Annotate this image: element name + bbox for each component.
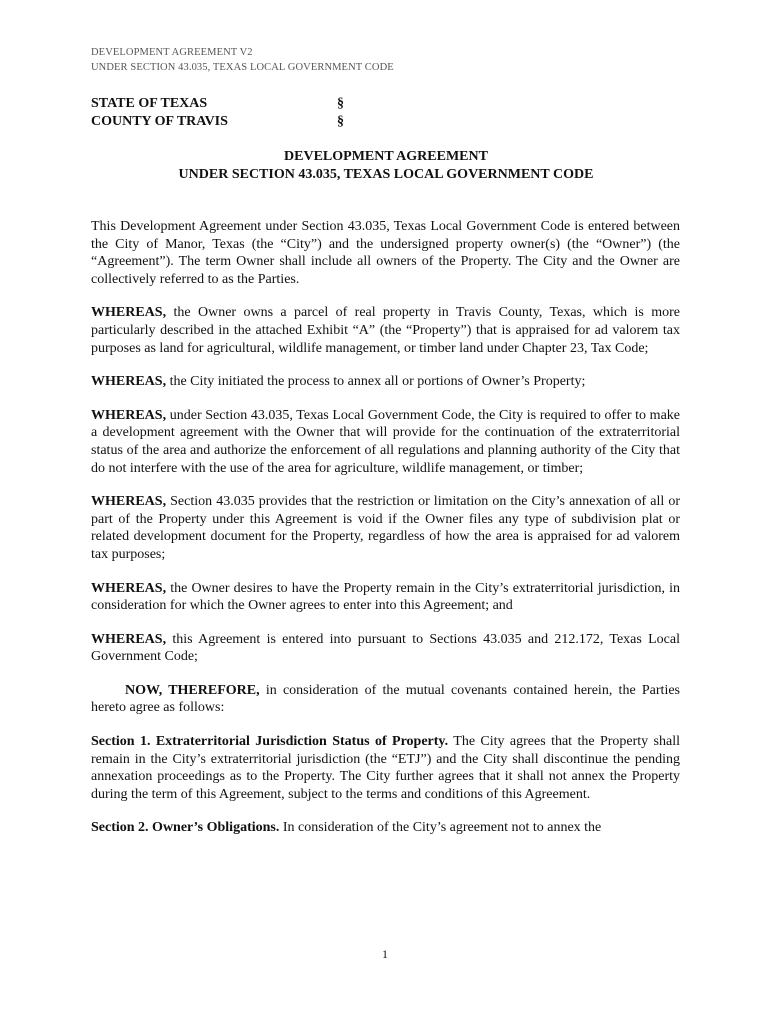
paragraph-text: the City initiated the process to annex all or portions of Owner’s Property; (166, 374, 586, 390)
paragraph-lead: NOW, THEREFORE, (125, 682, 260, 698)
caption-state: STATE OF TEXAS (91, 96, 208, 111)
paragraph-whereas-5 (91, 580, 680, 615)
section-symbol: § (337, 114, 344, 129)
caption-county: COUNTY OF TRAVIS (91, 114, 228, 129)
paragraph-lead: WHEREAS, (91, 407, 167, 423)
paragraph-preamble (91, 218, 680, 288)
title-line-2: UNDER SECTION 43.035, TEXAS LOCAL GOVERNMENT CODE (178, 167, 594, 182)
header-line-2: UNDER SECTION 43.035, TEXAS LOCAL GOVERNMENT CODE (91, 61, 394, 73)
paragraph-text: This Development Agreement under Section 43.035, Texas Local Government Code is entered between the City of Manor, Texas (the “City”) and the undersigned property owner(s) (the “Owner”) (the “Agreement”). The term Owner shall include all owners of the Property. The City and the Owner are collectively referred to as the Parties. (91, 219, 680, 287)
paragraph-lead: WHEREAS, (91, 580, 167, 596)
paragraph-whereas-4 (91, 493, 680, 563)
header-line-1: DEVELOPMENT AGREEMENT V2 (91, 47, 253, 58)
paragraph-text: In consideration of the City’s agreement not to annex the (279, 820, 602, 836)
document-title (91, 148, 681, 184)
section-symbol: § (337, 96, 344, 111)
paragraph-text: under Section 43.035, Texas Local Government Code, the City is required to offer to make a development agreement with the Owner that will provide for the continuation of the extraterritorial status of the area and authorize the enforcement of all regulations and planning authority of the City that do not interfere with the use of the area for agriculture, wildlife management, or timber; (91, 407, 680, 476)
paragraph-section-1 (91, 733, 680, 803)
paragraph-whereas-2 (91, 373, 680, 391)
caption-row-state (91, 95, 344, 113)
agreement-body (91, 218, 680, 853)
paragraph-now-therefore (91, 682, 680, 717)
venue-caption (91, 95, 344, 131)
paragraph-whereas-6 (91, 631, 680, 666)
paragraph-section-2 (91, 819, 680, 837)
paragraph-text: the Owner owns a parcel of real property in Travis County, Texas, which is more particularly described in the attached Exhibit “A” (the “Property”) that is appraised for ad valorem tax purposes as land for agricultural, wildlife management, or timber land under Chapter 23, Tax Code; (91, 305, 680, 356)
title-line-1: DEVELOPMENT AGREEMENT (284, 149, 488, 164)
paragraph-lead: WHEREAS, (91, 494, 167, 510)
paragraph-text: The City agrees that the Property shall remain in the City’s extraterritorial jurisdiction (the “ETJ”) and the City shall discontinue the pending annexation proceedings as to the Property. The City further agrees that it shall not annex the Property during the term of this Agreement, subject to the terms and conditions of this Agreement. (91, 734, 680, 802)
paragraph-lead: WHEREAS, (91, 631, 167, 647)
paragraph-text: this Agreement is entered into pursuant to Sections 43.035 and 212.172, Texas Local Government Code; (91, 631, 680, 665)
paragraph-whereas-3 (91, 407, 680, 477)
caption-row-county (91, 113, 344, 131)
page-number: 1 (382, 947, 388, 961)
running-header (91, 46, 394, 75)
section-heading: Section 1. Extraterritorial Jurisdiction Status of Property. (91, 734, 449, 750)
paragraph-lead: WHEREAS, (91, 374, 167, 390)
paragraph-text: in consideration of the mutual covenants contained herein, the Parties hereto agree as follows: (91, 682, 680, 716)
paragraph-text: Section 43.035 provides that the restriction or limitation on the City’s annexation of all or part of the Property under this Agreement is void if the Owner files any type of subdivision plat or related development document for the Property, regardless of how the area is appraised for ad valorem tax purposes; (91, 494, 680, 562)
section-heading: Section 2. Owner’s Obligations. (91, 820, 280, 836)
paragraph-whereas-1 (91, 304, 680, 357)
paragraph-lead: WHEREAS, (91, 305, 167, 321)
paragraph-text: the Owner desires to have the Property remain in the City’s extraterritorial jurisdiction, in consideration for which the Owner agrees to enter into this Agreement; and (91, 580, 680, 614)
